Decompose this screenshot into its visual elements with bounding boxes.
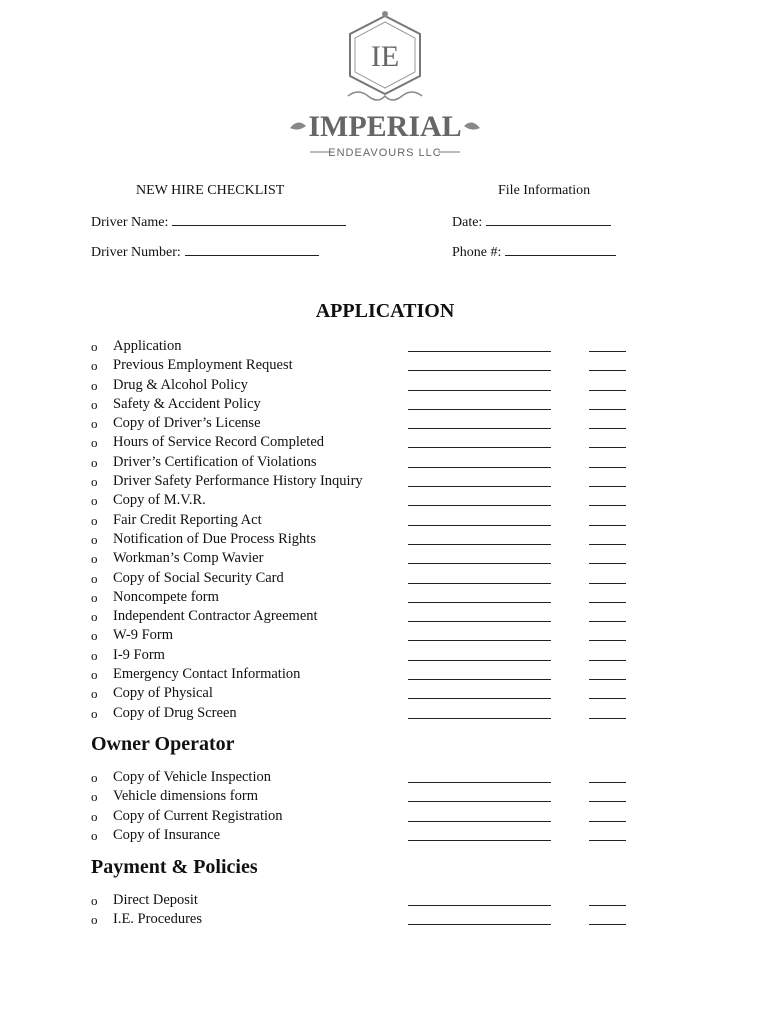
signature-line[interactable] [408, 602, 551, 603]
item-label: Previous Employment Request [113, 357, 293, 374]
owner-operator-item [91, 807, 651, 826]
signature-line[interactable] [408, 486, 551, 487]
initial-line[interactable] [589, 563, 626, 564]
application-item [91, 530, 651, 549]
checkbox-bullet-icon[interactable]: o [91, 531, 98, 547]
signature-line[interactable] [408, 718, 551, 719]
application-item [91, 337, 651, 356]
application-item [91, 511, 651, 530]
signature-line[interactable] [408, 698, 551, 699]
item-label: Copy of Physical [113, 685, 213, 702]
driver-number-blank[interactable] [185, 243, 319, 256]
item-label: Copy of Social Security Card [113, 569, 284, 586]
application-item [91, 684, 651, 703]
application-title: APPLICATION [315, 300, 455, 322]
item-label: Direct Deposit [113, 892, 198, 908]
initial-line[interactable] [589, 486, 626, 487]
logo-subname: ENDEAVOURS LLC [328, 147, 442, 159]
initial-line[interactable] [589, 351, 626, 352]
checkbox-bullet-icon[interactable]: o [91, 339, 98, 354]
initial-line[interactable] [589, 924, 626, 925]
item-label: Drug & Alcohol Policy [113, 376, 248, 393]
payment-policies-list [91, 891, 651, 930]
checkbox-bullet-icon[interactable]: o [91, 358, 98, 374]
application-item [91, 376, 651, 395]
signature-line[interactable] [408, 390, 551, 391]
item-label: Noncompete form [113, 588, 219, 605]
signature-line[interactable] [408, 505, 551, 506]
company-logo [270, 10, 500, 160]
initial-line[interactable] [589, 640, 626, 641]
signature-line[interactable] [408, 409, 551, 410]
logo-name: IMPERIAL [308, 110, 462, 143]
driver-name-label: Driver Name: [91, 215, 169, 230]
checkbox-bullet-icon[interactable]: o [91, 454, 98, 470]
application-item [91, 395, 651, 414]
checkbox-bullet-icon[interactable]: o [91, 493, 98, 509]
signature-line[interactable] [408, 525, 551, 526]
item-label: I.E. Procedures [113, 911, 202, 928]
initial-line[interactable] [589, 718, 626, 719]
checkbox-bullet-icon[interactable]: o [91, 686, 98, 702]
checkbox-bullet-icon[interactable]: o [91, 705, 98, 721]
initial-line[interactable] [589, 390, 626, 391]
application-item [91, 665, 651, 684]
application-item [91, 549, 651, 568]
initial-line[interactable] [589, 621, 626, 622]
application-item [91, 414, 651, 433]
checkbox-bullet-icon[interactable]: o [91, 570, 98, 586]
checkbox-bullet-icon[interactable]: o [91, 416, 98, 432]
initial-line[interactable] [589, 660, 626, 661]
checkbox-bullet-icon[interactable]: o [91, 589, 98, 605]
item-label: Application [113, 338, 182, 354]
application-item [91, 569, 651, 588]
checkbox-bullet-icon[interactable]: o [91, 912, 98, 928]
item-label: Notification of Due Process Rights [113, 530, 316, 547]
item-label: Independent Contractor Agreement [113, 608, 318, 625]
signature-line[interactable] [408, 660, 551, 661]
initial-line[interactable] [589, 840, 626, 841]
initial-line[interactable] [589, 447, 626, 448]
driver-name-blank[interactable] [172, 213, 346, 226]
date-field[interactable] [452, 213, 611, 231]
initial-line[interactable] [589, 782, 626, 783]
payment-policies-item [91, 910, 651, 929]
signature-line[interactable] [408, 679, 551, 680]
item-label: Copy of Current Registration [113, 807, 283, 824]
application-item [91, 588, 651, 607]
checkbox-bullet-icon[interactable]: o [91, 647, 98, 663]
checkbox-bullet-icon[interactable]: o [91, 667, 98, 683]
signature-line[interactable] [408, 905, 551, 906]
initial-line[interactable] [589, 821, 626, 822]
signature-line[interactable] [408, 924, 551, 925]
item-label: Copy of M.V.R. [113, 492, 206, 509]
signature-line[interactable] [408, 370, 551, 371]
application-item [91, 491, 651, 510]
checkbox-bullet-icon[interactable]: o [91, 789, 98, 805]
initial-line[interactable] [589, 467, 626, 468]
application-item [91, 453, 651, 472]
signature-line[interactable] [408, 583, 551, 584]
initial-line[interactable] [589, 602, 626, 603]
checkbox-bullet-icon[interactable]: o [91, 551, 98, 567]
initial-line[interactable] [589, 583, 626, 584]
phone-blank[interactable] [505, 243, 616, 256]
phone-label: Phone #: [452, 245, 502, 260]
item-label: Driver’s Certification of Violations [113, 453, 317, 470]
date-label: Date: [452, 215, 483, 230]
application-list [91, 337, 651, 723]
signature-line[interactable] [408, 467, 551, 468]
checkbox-bullet-icon[interactable]: o [91, 893, 98, 908]
checkbox-bullet-icon[interactable]: o [91, 377, 98, 393]
item-label: Fair Credit Reporting Act [113, 511, 262, 528]
application-item [91, 607, 651, 626]
application-item [91, 626, 651, 645]
signature-line[interactable] [408, 782, 551, 783]
signature-line[interactable] [408, 821, 551, 822]
driver-number-label: Driver Number: [91, 245, 181, 260]
initial-line[interactable] [589, 370, 626, 371]
owner-operator-title: Owner Operator [91, 733, 235, 755]
initial-line[interactable] [589, 801, 626, 802]
payment-policies-item [91, 891, 651, 910]
file-info-label: File Information [498, 183, 591, 198]
date-blank[interactable] [486, 213, 611, 226]
signature-line[interactable] [408, 447, 551, 448]
item-label: Safety & Accident Policy [113, 395, 261, 412]
initial-line[interactable] [589, 525, 626, 526]
item-label: Copy of Driver’s License [113, 415, 261, 432]
initial-line[interactable] [589, 698, 626, 699]
initial-line[interactable] [589, 905, 626, 906]
signature-line[interactable] [408, 801, 551, 802]
item-label: Vehicle dimensions form [113, 788, 258, 805]
checkbox-bullet-icon[interactable]: o [91, 396, 98, 412]
item-label: Hours of Service Record Completed [113, 434, 325, 451]
item-label: W-9 Form [113, 627, 174, 644]
item-label: Emergency Contact Information [113, 666, 301, 683]
checklist-title: NEW HIRE CHECKLIST [136, 183, 285, 198]
signature-line[interactable] [408, 840, 551, 841]
payment-policies-title: Payment & Policies [91, 856, 258, 878]
item-label: Workman’s Comp Wavier [113, 550, 264, 567]
item-label: Copy of Insurance [113, 826, 221, 843]
initial-line[interactable] [589, 505, 626, 506]
owner-operator-item [91, 826, 651, 845]
driver-name-field[interactable] [91, 213, 346, 231]
initial-line[interactable] [589, 409, 626, 410]
application-item [91, 646, 651, 665]
checkbox-bullet-icon[interactable]: o [91, 435, 98, 451]
application-item [91, 472, 651, 491]
checkbox-bullet-icon[interactable]: o [91, 609, 98, 625]
checkbox-bullet-icon[interactable]: o [91, 808, 98, 824]
signature-line[interactable] [408, 544, 551, 545]
signature-line[interactable] [408, 428, 551, 429]
application-item [91, 704, 651, 723]
item-label: I-9 Form [113, 646, 165, 663]
owner-operator-list [91, 768, 651, 845]
driver-number-field[interactable] [91, 243, 319, 261]
checkbox-bullet-icon[interactable]: o [91, 827, 98, 843]
signature-line[interactable] [408, 351, 551, 352]
item-label: Copy of Vehicle Inspection [113, 769, 271, 785]
owner-operator-item [91, 787, 651, 806]
application-item [91, 356, 651, 375]
signature-line[interactable] [408, 640, 551, 641]
initial-line[interactable] [589, 428, 626, 429]
owner-operator-item [91, 768, 651, 787]
checkbox-bullet-icon[interactable]: o [91, 512, 98, 528]
checkbox-bullet-icon[interactable]: o [91, 628, 98, 644]
logo-monogram: IE [370, 40, 400, 73]
checkbox-bullet-icon[interactable]: o [91, 474, 98, 490]
initial-line[interactable] [589, 544, 626, 545]
item-label: Copy of Drug Screen [113, 704, 237, 721]
item-label: Driver Safety Performance History Inquiry [113, 473, 363, 490]
application-item [91, 433, 651, 452]
initial-line[interactable] [589, 679, 626, 680]
signature-line[interactable] [408, 621, 551, 622]
phone-field[interactable] [452, 243, 616, 261]
signature-line[interactable] [408, 563, 551, 564]
checkbox-bullet-icon[interactable]: o [91, 770, 98, 785]
